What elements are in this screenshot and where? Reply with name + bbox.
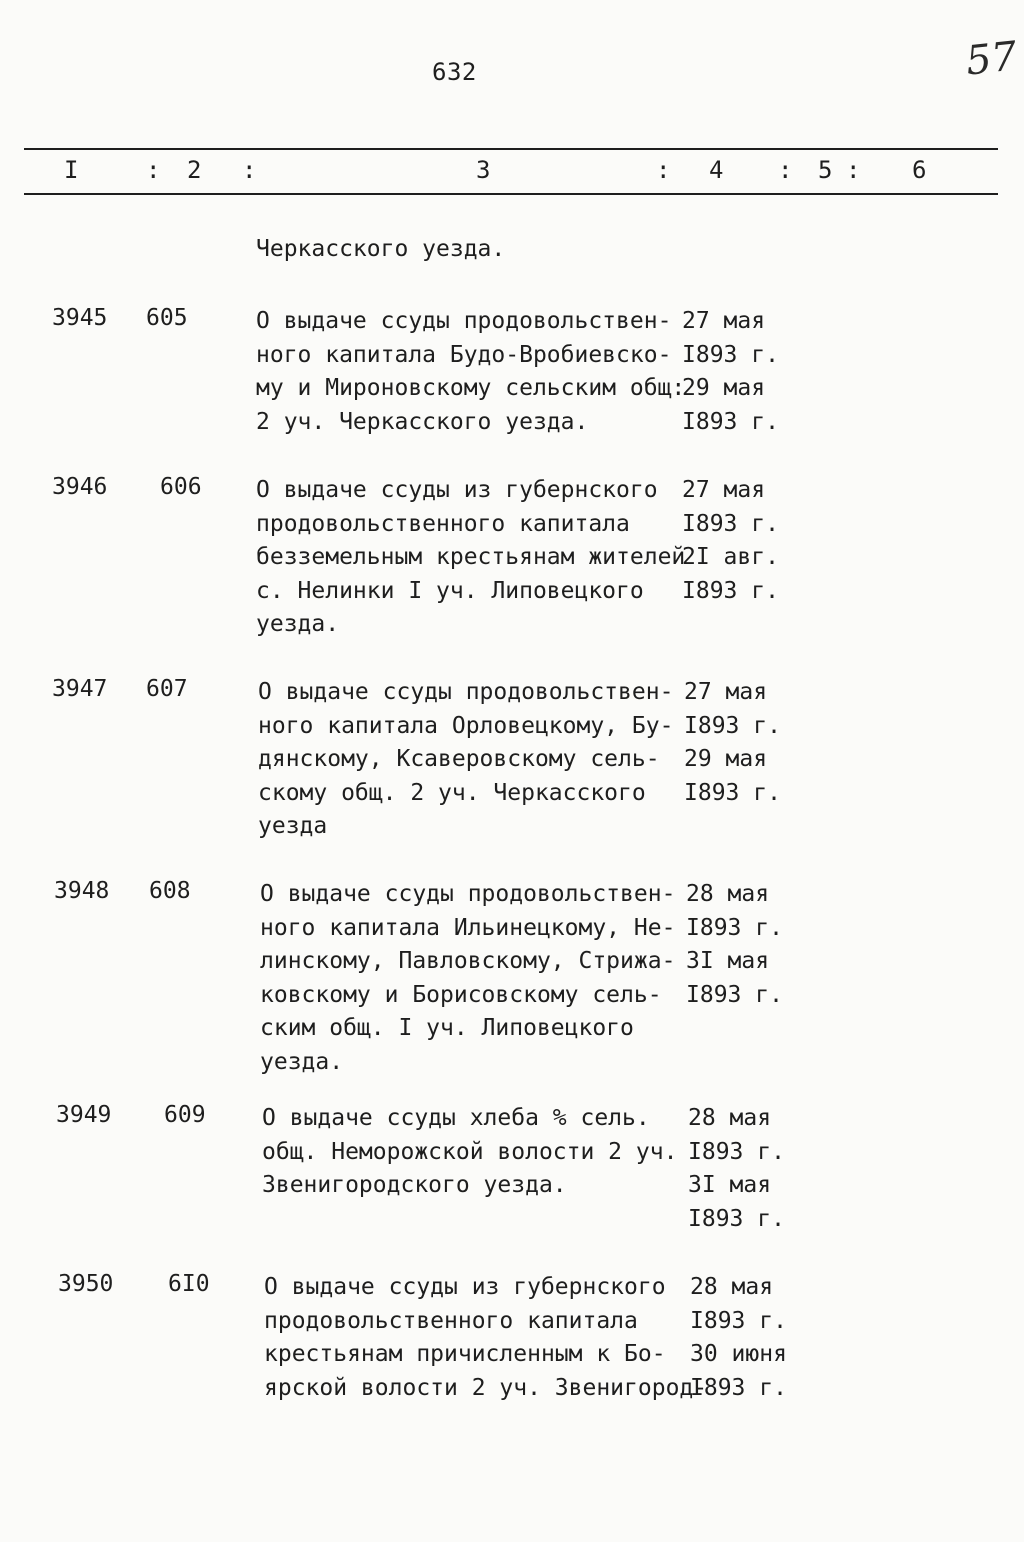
date-line: I893 г. <box>682 341 779 368</box>
entry-description <box>264 1271 708 1405</box>
description-line: му и Мироновскому сельским общ: <box>256 375 686 402</box>
date-line: I893 г. <box>690 1374 787 1401</box>
description-line: О выдаче ссуды из губернского <box>256 477 658 503</box>
entry-number: 3945 <box>52 305 108 331</box>
date-line: I893 г. <box>682 577 779 604</box>
description-line: ским общ. I уч. Липовецкого <box>260 1015 634 1042</box>
description-line: крестьянам причисленным к Бо- <box>264 1341 666 1368</box>
date-line: I893 г. <box>690 1307 787 1334</box>
description-line: 2 уч. Черкасского уезда. <box>256 408 589 435</box>
description-line: О выдаче ссуды продовольствен- <box>256 308 672 334</box>
column-separator: : <box>656 156 671 184</box>
date-line: I893 г. <box>688 1138 785 1165</box>
entry-description <box>258 676 684 844</box>
entry-number: 3949 <box>56 1102 112 1128</box>
entry-description <box>262 1102 688 1203</box>
entry-dates <box>682 305 822 439</box>
description-line: скому общ. 2 уч. Черкасского <box>258 779 646 806</box>
entry-dates <box>690 1271 830 1405</box>
column-header-3: 3 <box>476 156 491 184</box>
description-line: ного капитала Будо-Вробиевско- <box>256 341 672 368</box>
description-line: О выдаче ссуды продовольствен- <box>258 679 674 705</box>
column-separator: : <box>242 156 257 184</box>
description-line: общ. Неморожской волости 2 уч. <box>262 1138 678 1165</box>
section-subtitle: Черкасского уезда. <box>256 236 506 262</box>
entry-description <box>256 474 686 642</box>
page-number: 632 <box>432 58 477 86</box>
entry-dates <box>686 878 826 1012</box>
date-line: 2I авг. <box>682 544 779 571</box>
date-line: 27 мая <box>684 679 768 705</box>
description-line: О выдаче ссуды хлеба % сель. <box>262 1105 650 1131</box>
date-line: I893 г. <box>682 510 779 537</box>
description-line: продовольственного капитала <box>256 510 630 537</box>
date-line: I893 г. <box>688 1205 785 1232</box>
entry-description <box>260 878 686 1080</box>
entry-dates <box>682 474 822 608</box>
column-header-5: 5 <box>818 156 833 184</box>
header-rule-top <box>24 148 998 150</box>
column-separator: : <box>146 156 161 184</box>
column-header-1: I <box>64 156 79 184</box>
description-line: О выдаче ссуды продовольствен- <box>260 881 676 907</box>
date-line: 27 мая <box>682 477 766 503</box>
description-line: уезда <box>258 813 328 840</box>
description-line: ярской волости 2 уч. Звенигород- <box>264 1374 708 1401</box>
date-line: I893 г. <box>686 981 783 1008</box>
entry-number: 3948 <box>54 878 110 904</box>
entry-dates <box>688 1102 828 1236</box>
entry-dates <box>684 676 824 810</box>
column-header-4: 4 <box>709 156 724 184</box>
description-line: ного капитала Ильинецкому, Не- <box>260 914 676 941</box>
description-line: безземельным крестьянам жителей <box>256 544 686 571</box>
date-line: I893 г. <box>686 914 783 941</box>
entry-number: 3946 <box>52 474 108 500</box>
header-rule-bottom <box>24 193 998 195</box>
column-separator: : <box>778 156 793 184</box>
description-line: ного капитала Орловецкому, Бу- <box>258 712 674 739</box>
description-line: дянскому, Ксаверовскому сель- <box>258 746 660 773</box>
date-line: 3I мая <box>686 948 770 975</box>
date-line: 28 мая <box>686 881 770 907</box>
column-separator: : <box>846 156 861 184</box>
entry-sheet: 605 <box>146 305 188 331</box>
date-line: 30 июня <box>690 1341 787 1368</box>
entry-sheet: 606 <box>160 474 202 500</box>
date-line: I893 г. <box>684 712 781 739</box>
entry-sheet: 607 <box>146 676 188 702</box>
entry-description <box>256 305 686 439</box>
date-line: I893 г. <box>682 408 779 435</box>
column-header-6: 6 <box>912 156 927 184</box>
entry-number: 3950 <box>58 1271 114 1297</box>
date-line: 29 мая <box>682 375 766 402</box>
date-line: 27 мая <box>682 308 766 334</box>
description-line: с. Нелинки I уч. Липовецкого <box>256 577 644 604</box>
description-line: линскому, Павловскому, Стрижа- <box>260 948 676 975</box>
entry-sheet: 6I0 <box>168 1271 210 1297</box>
date-line: 29 мая <box>684 746 768 773</box>
description-line: Звенигородского уезда. <box>262 1172 567 1199</box>
entry-sheet: 609 <box>164 1102 206 1128</box>
entry-number: 3947 <box>52 676 108 702</box>
description-line: ковскому и Борисовскому сель- <box>260 981 662 1008</box>
archive-sheet-number: 57 <box>963 33 1020 85</box>
description-line: уезда. <box>260 1048 344 1075</box>
date-line: 28 мая <box>688 1105 772 1131</box>
date-line: 28 мая <box>690 1274 774 1300</box>
description-line: продовольственного капитала <box>264 1307 638 1334</box>
description-line: О выдаче ссуды из губернского <box>264 1274 666 1300</box>
column-header-2: 2 <box>187 156 202 184</box>
description-line: уезда. <box>256 611 340 638</box>
entry-sheet: 608 <box>149 878 191 904</box>
date-line: 3I мая <box>688 1172 772 1199</box>
date-line: I893 г. <box>684 779 781 806</box>
